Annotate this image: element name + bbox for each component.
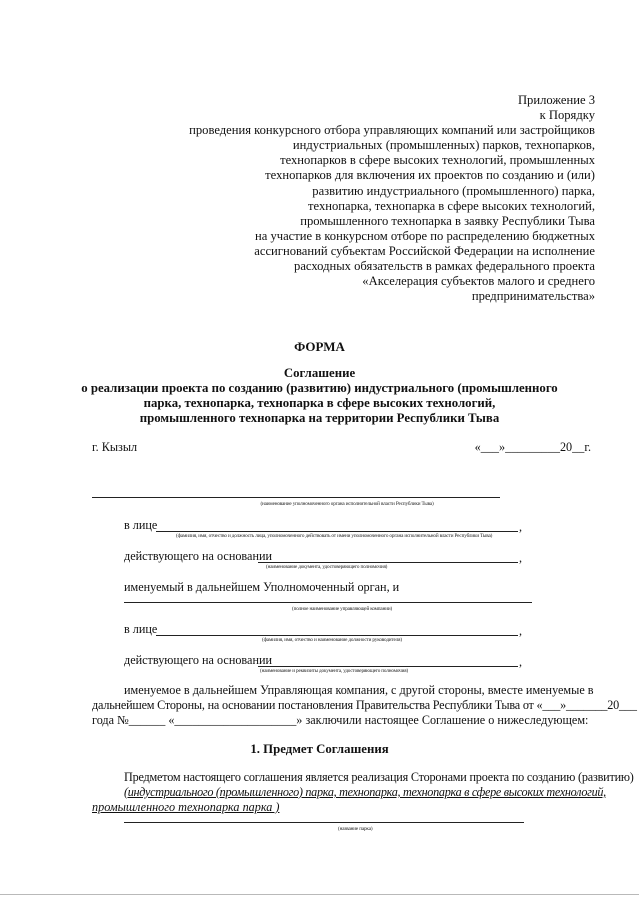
comma: , xyxy=(519,655,523,669)
appendix-line: расходных обязательств в рамках федерального проекта xyxy=(294,259,595,273)
section1-italic-line: (индустриального (промышленного) парка, технопарка, технопарка в сфере высоких технологий, xyxy=(124,785,606,799)
comma: , xyxy=(519,520,523,534)
authority-name-line xyxy=(92,497,500,498)
appendix-line: ассигнований субъектам Российской Федерации на исполнение xyxy=(254,244,595,258)
date-field: «___»_________20__г. xyxy=(474,440,591,454)
company-name-line xyxy=(124,602,532,603)
appendix-line: технопарка, технопарка в сфере высоких технологий, xyxy=(308,199,595,213)
acting-line xyxy=(258,562,518,563)
comma: , xyxy=(519,551,523,565)
appendix-line: к Порядку xyxy=(539,108,595,122)
appendix-line: развитию индустриального (промышленного) парка, xyxy=(312,184,595,198)
acting-caption: (наименование документа, удостоверяющего полномочия) xyxy=(266,564,388,570)
in-person2-caption: (фамилия, имя, отчество и наименование должности руководителя) xyxy=(262,637,402,643)
park-name-line xyxy=(124,822,524,823)
in-person-label: в лице xyxy=(124,518,158,532)
paragraph-line: именуемое в дальнейшем Управляющая компания, с другой стороны, вместе именуемые в xyxy=(124,683,594,697)
appendix-line: промышленного технопарка в заявку Республики Тыва xyxy=(300,214,595,228)
form-heading: ФОРМА xyxy=(294,339,345,354)
appendix-line: технопарков для включения их проектов по созданию и (или) xyxy=(265,168,595,182)
appendix-line: проведения конкурсного отбора управляющих компаний или застройщиков xyxy=(189,123,595,137)
paragraph-line: года №______ «____________________» заключили настоящее Соглашение о нижеследующем: xyxy=(92,713,589,727)
acting-label: действующего на основании xyxy=(124,549,273,563)
in-person2-line xyxy=(156,635,518,636)
acting2-label: действующего на основании xyxy=(124,653,273,667)
appendix-line: «Акселерация субъектов малого и среднего xyxy=(362,274,595,288)
acting2-caption: (наименование и реквизиты документа, удостоверяющего полномочия) xyxy=(260,668,409,674)
agreement-title-line: Соглашение xyxy=(283,366,356,380)
scan-edge-line xyxy=(0,894,639,895)
appendix-line: на участие в конкурсном отборе по распределению бюджетных xyxy=(254,229,595,243)
hereinafter-authority: именуемый в дальнейшем Уполномоченный орган, и xyxy=(124,580,400,594)
in-person-caption: (фамилия, имя, отчество и должность лица, уполномоченного действовать от имени уполномоченного органа исполнительной власти Республики Тыва) xyxy=(176,533,493,539)
appendix-line: индустриальных (промышленных) парков, технопарков, xyxy=(292,138,595,152)
park-caption: (название парка) xyxy=(338,826,373,832)
appendix-line: Приложение 3 xyxy=(517,93,595,107)
section1-paragraph: Предметом настоящего соглашения является реализация Сторонами проекта по созданию (развитию) xyxy=(124,770,634,784)
agreement-title-line: парка, технопарка, технопарка в сфере высоких технологий, xyxy=(143,396,496,410)
comma: , xyxy=(519,624,523,638)
place-label: г. Кызыл xyxy=(92,440,138,454)
appendix-line: технопарков в сфере высоких технологий, промышленных xyxy=(280,153,595,167)
authority-caption: (наименование уполномоченного органа исполнительной власти Республики Тыва) xyxy=(260,501,434,507)
company-caption: (полное наименование управляющей компании) xyxy=(292,606,393,612)
section1-title: 1. Предмет Соглашения xyxy=(250,742,389,756)
appendix-line: предпринимательства» xyxy=(471,289,595,303)
in-person-line xyxy=(156,531,518,532)
acting2-line xyxy=(258,666,518,667)
section1-italic-line: промышленного технопарка парка ) xyxy=(92,800,280,814)
agreement-title-line: о реализации проекта по созданию (развитию) индустриального (промышленного xyxy=(81,381,558,395)
in-person2-label: в лице xyxy=(124,622,158,636)
agreement-title-line: промышленного технопарка на территории Республики Тыва xyxy=(139,411,500,425)
paragraph-line: дальнейшем Стороны, на основании постановления Правительства Республики Тыва от «___»_______20___ xyxy=(92,698,637,712)
